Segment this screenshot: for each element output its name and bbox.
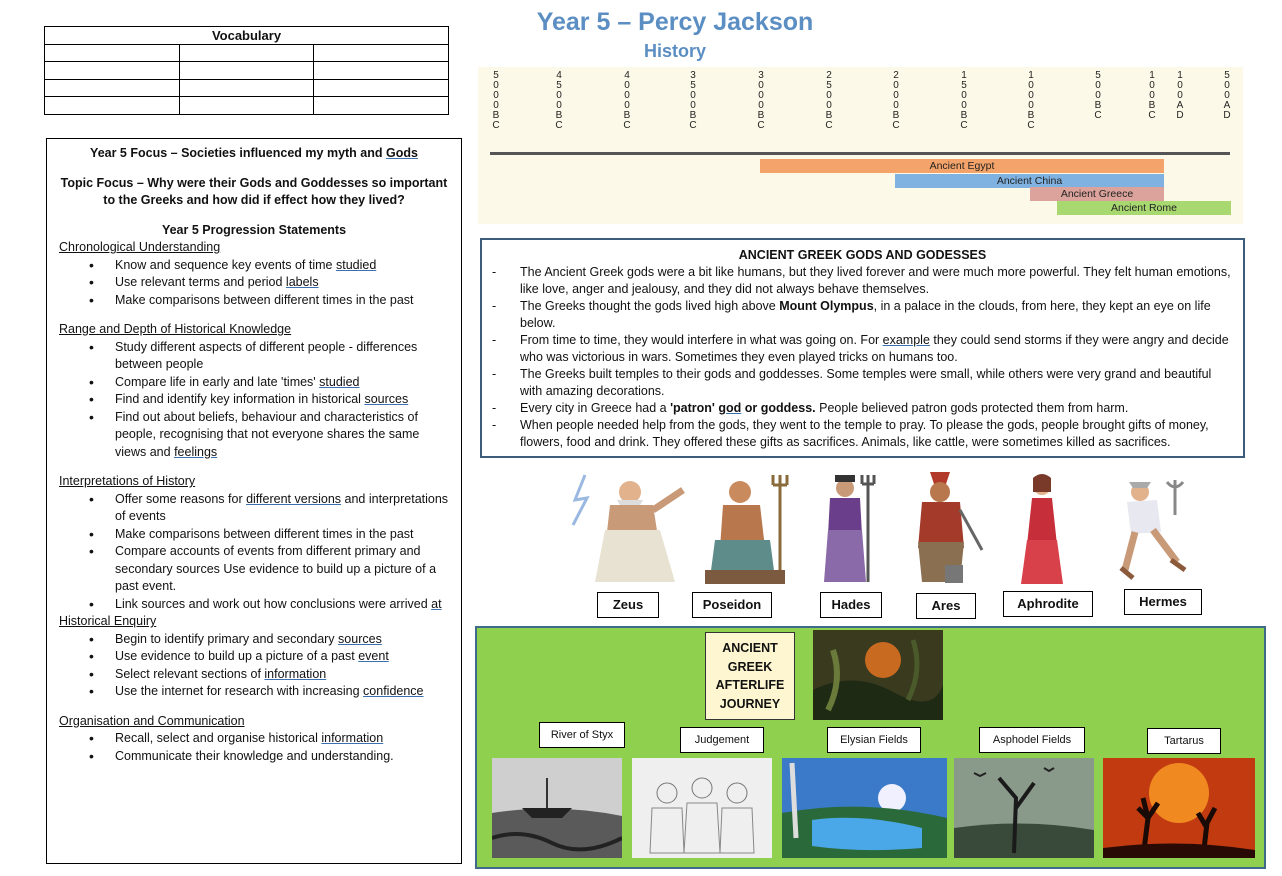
- bar-ancient-china: Ancient China: [895, 174, 1164, 188]
- vocab-cell[interactable]: [314, 62, 449, 80]
- vocabulary-table: [44, 26, 449, 115]
- list-item: • Offer some reasons for different versions and interpretations of events: [59, 491, 449, 526]
- afterlife-panel: [475, 626, 1266, 869]
- org-list: [59, 730, 449, 765]
- list-item: • Make comparisons between different times in the past: [59, 526, 449, 544]
- afterlife-label-judgement: Judgement: [680, 727, 764, 753]
- vocab-cell[interactable]: [45, 62, 180, 80]
- list-item: - The Ancient Greek gods were a bit like humans, but they lived forever and were much more powerful. They felt human emotions, like love, anger and jealousy, and they did not always behave themselves.: [492, 264, 1233, 298]
- list-item: • Use the internet for research with increasing confidence: [59, 683, 449, 701]
- gods-heading: ANCIENT GREEK GODS AND GODESSES: [738, 248, 987, 262]
- timeline-tick: 3 5 0 0 B C: [689, 70, 697, 131]
- asphodel-fields-image: [954, 758, 1094, 858]
- hermes-illustration: [1105, 470, 1200, 588]
- god-label-aphrodite: Aphrodite: [1003, 591, 1093, 617]
- vocab-cell[interactable]: [45, 44, 180, 62]
- timeline-tick: 1 5 0 0 B C: [960, 70, 968, 131]
- zeus-illustration: [565, 470, 695, 588]
- god-label-hades: Hades: [820, 592, 882, 618]
- section-chronological: Chronological Understanding: [59, 240, 221, 254]
- list-item: • Find and identify key information in historical sources: [59, 391, 449, 409]
- list-item: • Link sources and work out how conclusions were arrived at: [59, 596, 449, 614]
- section-organisation: Organisation and Communication: [59, 713, 245, 728]
- page-subtitle: History: [643, 41, 706, 61]
- bar-ancient-egypt: Ancient Egypt: [760, 159, 1164, 173]
- interp-list: [59, 491, 449, 614]
- timeline-tick: 2 5 0 0 B C: [825, 70, 833, 131]
- timeline-tick: 1 0 0 B C: [1148, 70, 1156, 121]
- timeline-axis: [490, 152, 1230, 155]
- afterlife-label-tartarus: Tartarus: [1147, 728, 1221, 754]
- god-label-poseidon: Poseidon: [692, 592, 772, 618]
- list-item: • Begin to identify primary and secondary sources: [59, 631, 449, 649]
- list-item: - From time to time, they would interfere in what was going on. For example they could send storms if they were angry and decide who was victorious in wars. Sometimes they even played tricks on humans too.: [492, 332, 1233, 366]
- list-item: • Compare accounts of events from different primary and secondary sources Use evidence to build up a picture of a past event.: [59, 543, 449, 596]
- timeline: [478, 67, 1243, 224]
- list-item: • Use evidence to build up a picture of a past event: [59, 648, 449, 666]
- god-label-zeus: Zeus: [597, 592, 659, 618]
- tartarus-image: [1103, 758, 1255, 858]
- timeline-tick: 5 0 0 0 B C: [492, 70, 500, 131]
- bar-ancient-rome: Ancient Rome: [1057, 201, 1231, 215]
- timeline-tick: 2 0 0 0 B C: [892, 70, 900, 131]
- god-label-hermes: Hermes: [1124, 589, 1202, 615]
- hades-illustration: [820, 470, 880, 588]
- afterlife-label-river-of-styx: River of Styx: [539, 722, 625, 748]
- list-item: • Communicate their knowledge and understanding.: [59, 748, 449, 766]
- poseidon-illustration: [695, 470, 795, 588]
- list-item: • Study different aspects of different people - differences between people: [59, 339, 449, 374]
- vocab-cell[interactable]: [179, 79, 314, 97]
- list-item: • Find out about beliefs, behaviour and characteristics of people, recognising that not everyone shares the same views and feelings: [59, 409, 449, 462]
- progression-heading: Year 5 Progression Statements: [161, 222, 347, 237]
- list-item: - Every city in Greece had a 'patron' god or goddess. People believed patron gods protected them from harm.: [492, 400, 1233, 417]
- vocab-cell[interactable]: [179, 97, 314, 115]
- timeline-tick: 4 5 0 0 B C: [555, 70, 563, 131]
- list-item: • Compare life in early and late 'times' studied: [59, 374, 449, 392]
- afterlife-label-elysian-fields: Elysian Fields: [827, 727, 921, 753]
- vocab-cell[interactable]: [45, 97, 180, 115]
- afterlife-title: ANCIENT GREEK AFTERLIFE JOURNEY: [705, 632, 795, 720]
- judgement-image: [632, 758, 772, 858]
- bar-ancient-greece: Ancient Greece: [1030, 187, 1164, 201]
- vocab-cell[interactable]: [45, 79, 180, 97]
- afterlife-label-asphodel-fields: Asphodel Fields: [979, 727, 1085, 753]
- timeline-tick: 5 0 0 A D: [1223, 70, 1231, 121]
- list-item: - When people needed help from the gods, they went to the temple to pray. To please the gods, people brought gifts of money, flowers, food and drink. They offered these gifts as sacrifices. Animals, like cattle, were sometimes killed as sacrifices.: [492, 417, 1233, 451]
- vocab-cell[interactable]: [314, 44, 449, 62]
- elysian-fields-image: [782, 758, 947, 858]
- vocab-cell[interactable]: [179, 62, 314, 80]
- list-item: - The Greeks thought the gods lived high above Mount Olympus, in a palace in the clouds, from here, they kept an eye on life below.: [492, 298, 1233, 332]
- focus-panel: [46, 138, 462, 864]
- section-range-depth: Range and Depth of Historical Knowledge: [59, 322, 292, 336]
- list-item: • Use relevant terms and period labels: [59, 274, 449, 292]
- list-item: • Know and sequence key events of time studied: [59, 257, 449, 275]
- timeline-tick: 5 0 0 B C: [1094, 70, 1102, 121]
- topic-focus: Topic Focus – Why were their Gods and Goddesses so important to the Greeks and how did if effect how they lived?: [60, 175, 448, 207]
- ares-illustration: [900, 470, 985, 588]
- vocab-cell[interactable]: [314, 79, 449, 97]
- aphrodite-illustration: [1015, 470, 1070, 588]
- chrono-list: [59, 257, 449, 310]
- year-focus: Year 5 Focus – Societies influenced my myth and Gods: [90, 146, 418, 160]
- list-item: • Make comparisons between different times in the past: [59, 292, 449, 310]
- section-enquiry: Historical Enquiry: [59, 614, 157, 628]
- river-of-styx-image: [492, 758, 622, 858]
- list-item: • Select relevant sections of information: [59, 666, 449, 684]
- timeline-tick: 1 0 0 A D: [1176, 70, 1184, 121]
- gods-info-box: [480, 238, 1245, 458]
- god-label-ares: Ares: [916, 593, 976, 619]
- range-list: [59, 339, 449, 462]
- vocab-cell[interactable]: [179, 44, 314, 62]
- underworld-painting: [813, 630, 943, 720]
- page-title: Year 5 – Percy Jackson: [536, 8, 814, 36]
- timeline-tick: 3 0 0 0 B C: [757, 70, 765, 131]
- gods-list: [492, 264, 1233, 451]
- timeline-tick: 1 0 0 0 B C: [1027, 70, 1035, 131]
- section-interpretations: Interpretations of History: [59, 474, 196, 488]
- vocab-cell[interactable]: [314, 97, 449, 115]
- list-item: - The Greeks built temples to their gods and goddesses. Some temples were small, while others were very grand and beautiful with amazing decorations.: [492, 366, 1233, 400]
- list-item: • Recall, select and organise historical information: [59, 730, 449, 748]
- enquiry-list: [59, 631, 449, 701]
- timeline-tick: 4 0 0 0 B C: [623, 70, 631, 131]
- vocabulary-heading: Vocabulary: [45, 27, 449, 45]
